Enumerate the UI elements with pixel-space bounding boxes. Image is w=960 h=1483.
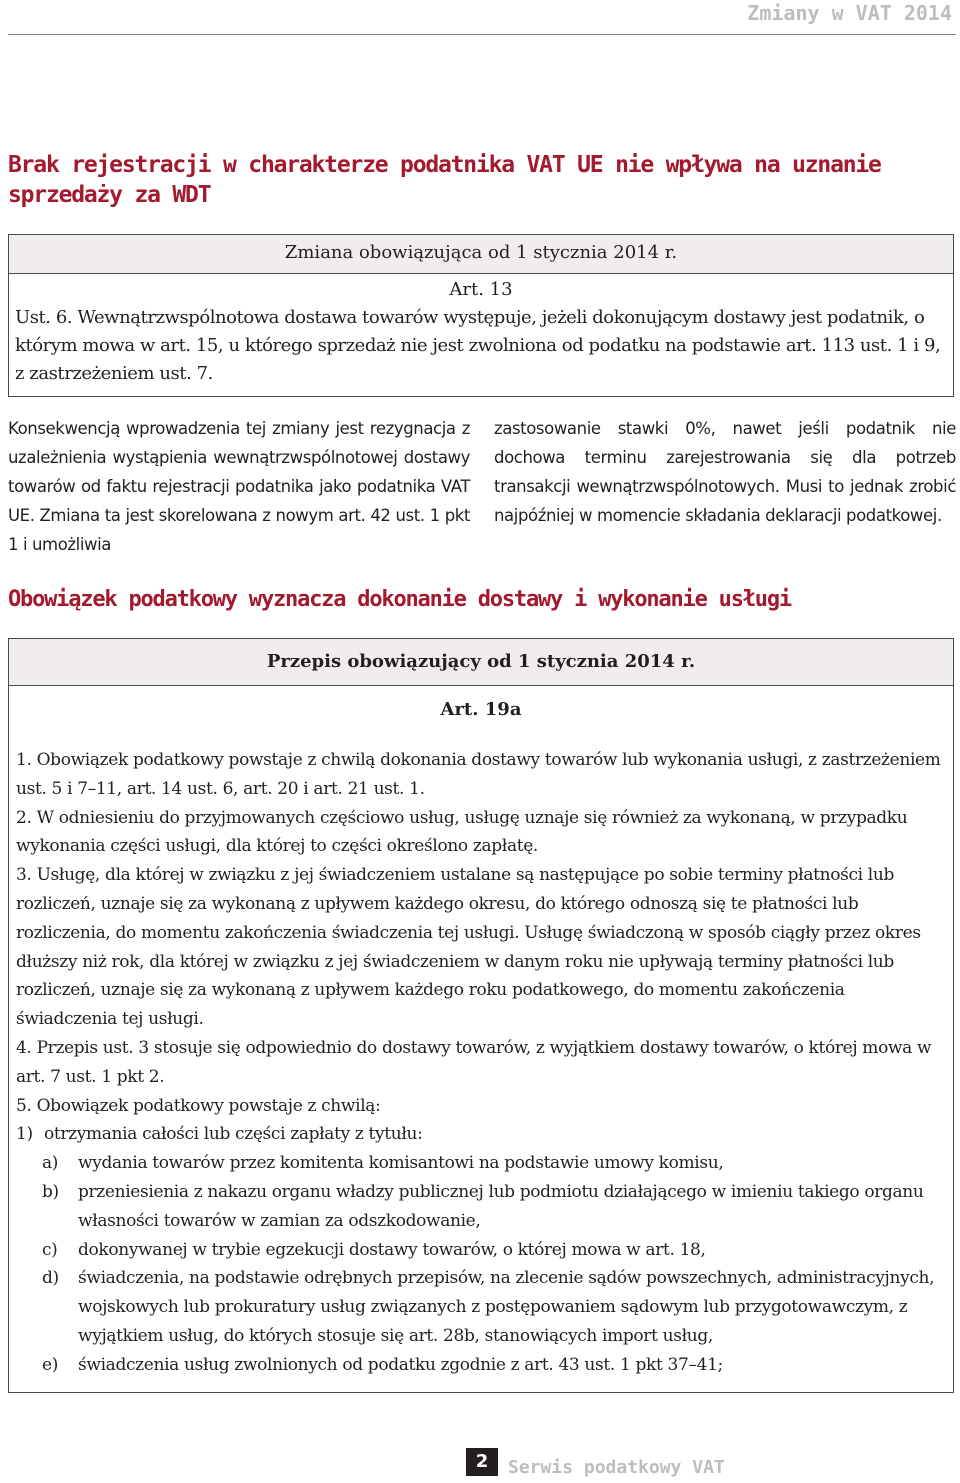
- list-item: [16, 1264, 946, 1350]
- list-label: c): [42, 1239, 58, 1260]
- publication-name: Serwis podatkowy VAT: [508, 1457, 725, 1478]
- list-text: otrzymania całości lub części zapłaty z tytułu:: [44, 1124, 423, 1145]
- commentary-columns: [8, 414, 956, 559]
- list-text: świadczenia, na podstawie odrębnych przepisów, na zlecenie sądów powszechnych, administracyjnych, wojskowych lub prokuratury usług związanych z postępowaniem sądowym lub przygotowawczym, z wyjątkiem usług, do których stosuje się art. 28b, stanowiących import usług,: [78, 1268, 935, 1346]
- list-item: [16, 1120, 946, 1149]
- article-number: Art. 19a: [440, 699, 522, 720]
- running-header: Zmiany w VAT 2014: [747, 1, 952, 25]
- list-text: wydania towarów przez komitenta komisantowi na podstawie umowy komisu,: [78, 1153, 724, 1174]
- commentary-right: zastosowanie stawki 0%, nawet jeśli podatnik nie dochowa terminu zarejestrowania się dla potrzeb transakcji wewnątrzwspólnotowych. Musi to jednak zrobić najpóźniej w momencie składania deklaracji podatkowej.: [494, 419, 956, 525]
- section-title-wdt: Brak rejestracji w charakterze podatnika VAT UE nie wpływa na uznanie sprzedaży za WDT: [8, 152, 881, 208]
- section-title-obowiazek: Obowiązek podatkowy wyznacza dokonanie dostawy i wykonanie usługi: [8, 587, 791, 612]
- list-text: świadczenia usług zwolnionych od podatku zgodnie z art. 43 ust. 1 pkt 37–41;: [78, 1354, 723, 1375]
- paragraph: 1. Obowiązek podatkowy powstaje z chwilą dokonania dostawy towarów lub wykonania usługi, z zastrzeżeniem ust. 5 i 7–11, art. 14 ust. 6, art. 20 i art. 21 ust. 1.: [16, 750, 941, 799]
- box-heading: [9, 235, 953, 274]
- commentary-left: Konsekwencją wprowadzenia tej zmiany jest rezygnacja z uzależnienia wystąpienia wewnątrzwspólnotowej dostawy towarów od faktu rejestracji podatnika jako podatnika VAT UE. Zmiana ta jest skorelowana z nowym art. 42 ust. 1 pkt 1 i umożliwia: [8, 419, 470, 554]
- list-label: a): [42, 1153, 59, 1174]
- box-heading-text: Zmiana obowiązująca od 1 stycznia 2014 r.: [284, 242, 678, 263]
- list-label: 1): [16, 1124, 33, 1145]
- box-heading: Przepis obowiązujący od 1 stycznia 2014 r.: [9, 639, 953, 686]
- page-number: 2: [466, 1448, 498, 1476]
- paragraph: 3. Usługę, dla której w związku z jej świadczeniem ustalane są następujące po sobie terminy płatności lub rozliczeń, uznaje się za wykonaną z upływem każdego okresu, do którego odnoszą się te płatności lub rozliczenia, do momentu zakończenia świadczenia tej usługi. Usługę świadczoną w sposób ciągły przez okres dłuższy niż rok, dla której w związku z jej świadczeniem w danym roku nie upływają terminy płatności lub rozliczeń, uznaje się za wykonaną z upływem każdego roku podatkowego, do momentu zakończenia świadczenia tej usługi.: [16, 865, 921, 1030]
- list-label: e): [42, 1354, 58, 1375]
- list-item: [16, 1351, 946, 1380]
- paragraph: 4. Przepis ust. 3 stosuje się odpowiednio do dostawy towarów, z wyjątkiem dostawy towarów, o której mowa w art. 7 ust. 1 pkt 2.: [16, 1037, 932, 1087]
- list-item: [16, 1236, 946, 1265]
- legal-text-box-art19a: [8, 638, 954, 1393]
- legal-text: [9, 746, 953, 1380]
- list-item: [16, 1178, 946, 1236]
- list-text: przeniesienia z nakazu organu władzy publicznej lub podmiotu działającego w imieniu takiego organu własności towarów w zamian za odszkodowanie,: [78, 1181, 924, 1231]
- legal-text-box-art13: [8, 234, 954, 397]
- list-label: b): [42, 1181, 59, 1202]
- paragraph: 5. Obowiązek podatkowy powstaje z chwilą:: [16, 1095, 381, 1116]
- list-item: [16, 1149, 946, 1178]
- paragraph: 2. W odniesieniu do przyjmowanych częściowo usług, usługę uznaje się również za wykonaną, w przypadku wykonania części usługi, dla której to części określono zapłatę.: [16, 807, 908, 857]
- article-number: Art. 13: [449, 279, 513, 300]
- list-text: dokonywanej w trybie egzekucji dostawy towarów, o której mowa w art. 18,: [78, 1239, 706, 1260]
- list-label: d): [42, 1268, 59, 1289]
- header-rule: [8, 34, 956, 35]
- legal-text: Ust. 6. Wewnątrzwspólnotowa dostawa towarów występuje, jeżeli dokonującym dostawy jest podatnik, o którym mowa w art. 15, u którego sprzedaż nie jest zwolniona od podatku na podstawie art. 113 ust. 1 i 9, z zastrzeżeniem ust. 7.: [15, 307, 941, 384]
